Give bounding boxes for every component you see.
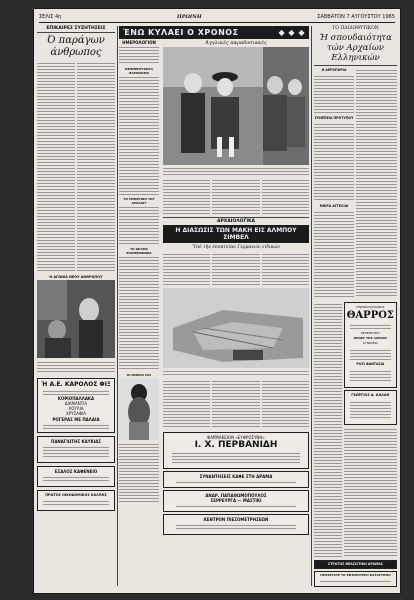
photo-caption [163,166,309,176]
ad-text [350,348,391,360]
left-column [37,26,115,588]
photo-caption-top: Η ΑΓΩΝΙΑ ΝΕΟΥ ΑΝΘΡΩΠΟΥ [49,275,103,279]
ad-title: ΣΤΡΑΤΟΣ ΘΕΑΣΙΣΤΙΚΗ ΔΡΑΜΑΣ [328,562,383,566]
section-label: ΤΟ ΣΗΜΕΡΙΝΟ ΤΟΥ ΑΡΧΑΙΟΥ [123,197,155,205]
ad-text [176,523,296,531]
text-column [262,178,309,214]
text-column [212,379,259,429]
text-column [163,178,210,214]
ad-line: ΚΟΡΙΟΠΑΛΛΑΚΑ [57,396,95,401]
newspaper-sheet [33,8,401,594]
ad-title: ΠΡΟΣΕΞΑΤΕ ΤΟ ΕΝΤΙΜΟΤΕΡΟ ΚΑΤΑΣΤΗΜΑ [320,573,391,577]
child-photo [119,378,159,440]
ad-line: ΣΥΝΕΧΕΙΑ [362,341,378,345]
ad-line: ΡΟΣΙ ΦΑΝΤΑΣΙΑ [356,362,385,366]
ad-text [43,475,109,483]
column-rule [117,26,118,586]
ad-text [43,445,109,459]
building-ad [37,490,115,511]
text-column [356,68,397,298]
feature-story [163,40,309,535]
arch-headline: Η ΔΙΑΣΩΣΙΣ ΤΩΝ ΜΑΚΗ ΕΙΣ ΑΛΜΠΟΥ ΣΙΜΒΕΛ [163,225,309,243]
text-column [163,252,210,286]
ad-title: ΠΡΩΤΟΣ ΟΙΚΟΔΟΜΙΚΟΣ ΚΑΛΠΗΣ [45,493,107,497]
feature-photo [163,47,309,165]
ad-sub: ΣΕΡΡΕΥΡΓΑ — ΜΑΣΤΙΚΙ [210,498,262,503]
center-column [119,26,309,588]
ad-line: ΗΡΩΕΣ ΤΗΣ ΑΡΕΝΑΣ [353,336,388,340]
text-block [119,442,159,502]
jewellery-ad [37,378,115,433]
right-ads [344,302,397,558]
ad-title: ΣΥΝΑΝΤΗΣΕΙΣ ΚΑΦΕ ΣΤΗ ΔΡΑΜΑ [199,474,273,479]
text-column [77,61,115,273]
cinema-ad [344,302,397,388]
notice-text [314,210,354,298]
ad-title: ΓΕΩΡΓΙΟΣ Δ. ΚΑΛΑΘ [351,393,390,397]
text-column [212,178,259,214]
issue-date: ΣΑΒΒΑΤΟΝ 7 ΑΥΓΟΥΣΤΟΥ 1965 [317,14,395,20]
section-label: ΤΟ ΔΡΑΜΑ ΕΠΑΜΕΙΝΩΝΔΑ [126,247,152,255]
cafe-ad [37,466,115,487]
ad-title: Ή Α.Ε. ΚΑΡΟΛΟΣ ΦΙΞ [41,381,111,388]
right-lower [314,302,397,558]
section-label: ΟΙ ΜΙΚΡΟΙ ΣΑΣ [126,373,152,377]
banner-title: ΈΝΩ ΚΥΛΑΕΙ Ο ΧΡΟΝΟΣ [123,28,239,37]
section-kicker: ΕΠΙΚΑΙΡΕΣ ΣΥΖΗΤΗΣΕΙΣ [37,26,115,33]
section-label: ΗΜΕΡΟΛΟΓΙΟΝ [122,40,156,45]
cafe-meeting-ad [163,471,309,488]
merchant-ad [37,436,115,463]
ad-line: ΧΡΥΣΑΦΙΑ [66,411,86,416]
notice-text [314,122,354,202]
section-label: ΕΦΗΜΕΡΕΥΟΝΤΑ ΦΑΡΜΑΚΕΙΑ [125,67,153,75]
arch-kicker: ΑΡΧΑΙΟΛΟΓΙΚΑ [216,219,256,224]
ad-text [320,579,391,584]
article-body [37,61,115,273]
text-column [212,252,259,286]
notice-title: ΜΙΚΡΑ ΑΓΓΕΛΙΑΙ [319,204,349,208]
bottom-ad-1 [314,560,397,569]
divider [163,217,309,218]
arch-text [163,252,309,286]
ad-text [43,499,109,507]
ad-title: Ι. Χ. ΠΕΡΒΑΝΙΔΗ [194,440,278,450]
feature-banner [119,26,309,39]
article-body [314,68,397,298]
ad-text [350,400,391,420]
text-block [119,45,159,65]
text-column [163,379,210,429]
photo-caption [163,369,309,377]
ad-title: ΑΝΔΡ. ΠΑΠΑΘΩΜΟΠΟΥΛΟΣ [205,493,267,498]
right-column [314,26,397,588]
page-number: ΣΕΛΙΣ 4η [39,14,62,20]
text-block [119,255,159,371]
banner-ornament: ◆ ◆ ◆ [278,28,305,37]
ad-title: ΕΣΑΛΟΣ ΚΑΦΕΝΕΙΟ [54,469,98,474]
text-block [119,75,159,195]
arch-subhead: Ύπό τήν έποπτείαν Γερμανών είδικών [191,245,281,250]
article-headline: Ή σπουδαιότητα τών Αρχαίων Ελληνικών [314,33,397,66]
ad-title: ΠΑΝΑΓΙΩΤΗΣ ΚΑΥΚΙΑΣ [50,439,102,444]
text-column [314,302,342,558]
text-column [262,252,309,286]
bottom-center-ad [163,514,309,535]
notice-text [314,74,354,114]
feature-subhead: Άγγλικές παραδοσιακές [205,40,267,46]
page-header [39,12,395,23]
news-photo [37,280,115,358]
ad-kicker: ΚΙΝΗΜΑΤΟΓΡΑΦΟΣ [356,305,385,309]
ad-line: ΧΟΥΛΙΑ [68,406,84,411]
notice-title: ΣΥΝΕΠΕΙΑ ΠΡΟΤΥΠΟΥ [314,116,354,120]
section-kicker: ΤΟ ΠΑΙΔΟΘΥΤΙΚΟΝ [332,26,379,31]
notice-title: Η ΑΕΡΟΠΟΡΙΑ [321,68,347,72]
ad-text [43,389,109,395]
ad-text [350,369,391,383]
small-notices [314,68,354,298]
tailor-ad [344,390,397,425]
pharmacy-ad [163,432,309,469]
text-block [119,205,159,245]
ad-sub: ΡΟΓΕΡΑΣ ΜΕ ΠΑΛΑΙΑ [52,417,100,422]
ad-title: ΘΑΡΡΟΣ [346,310,394,321]
masthead: ΠΡΩΙΝΗ [177,14,202,20]
ad-text [172,451,300,465]
ad-text [176,480,296,484]
text-block [344,427,397,558]
ad-title: ΚΕΝΤΡΟΝ ΠΙΕΣΟΜΕΤΡΗΣΕΩΝ [203,517,269,522]
ad-text [43,423,109,429]
photo-caption-text [37,360,115,374]
ad-line: ΔΙΑΜΑΝΤΙΑ [64,401,88,406]
ad-line: ΡΕΠΕΡΤΟΡΙΟ [360,331,380,335]
ad-text [350,323,391,329]
feature-text [163,178,309,214]
article-headline: Ό παράγων άνθρωπος [47,35,105,58]
text-column [37,61,75,273]
bottom-ad-2 [314,571,397,587]
column-rule [311,26,312,586]
arch-text-2 [163,379,309,429]
ad-text [176,504,296,508]
dealer-ad [163,490,309,512]
arch-photo [163,288,309,368]
ad-kicker: ΦΑΡΜΑΚΕΙΟΝ «ΕΥΦΡΟΣΥΝΗ» [207,435,265,440]
center-side-column [119,40,159,588]
text-column [262,379,309,429]
